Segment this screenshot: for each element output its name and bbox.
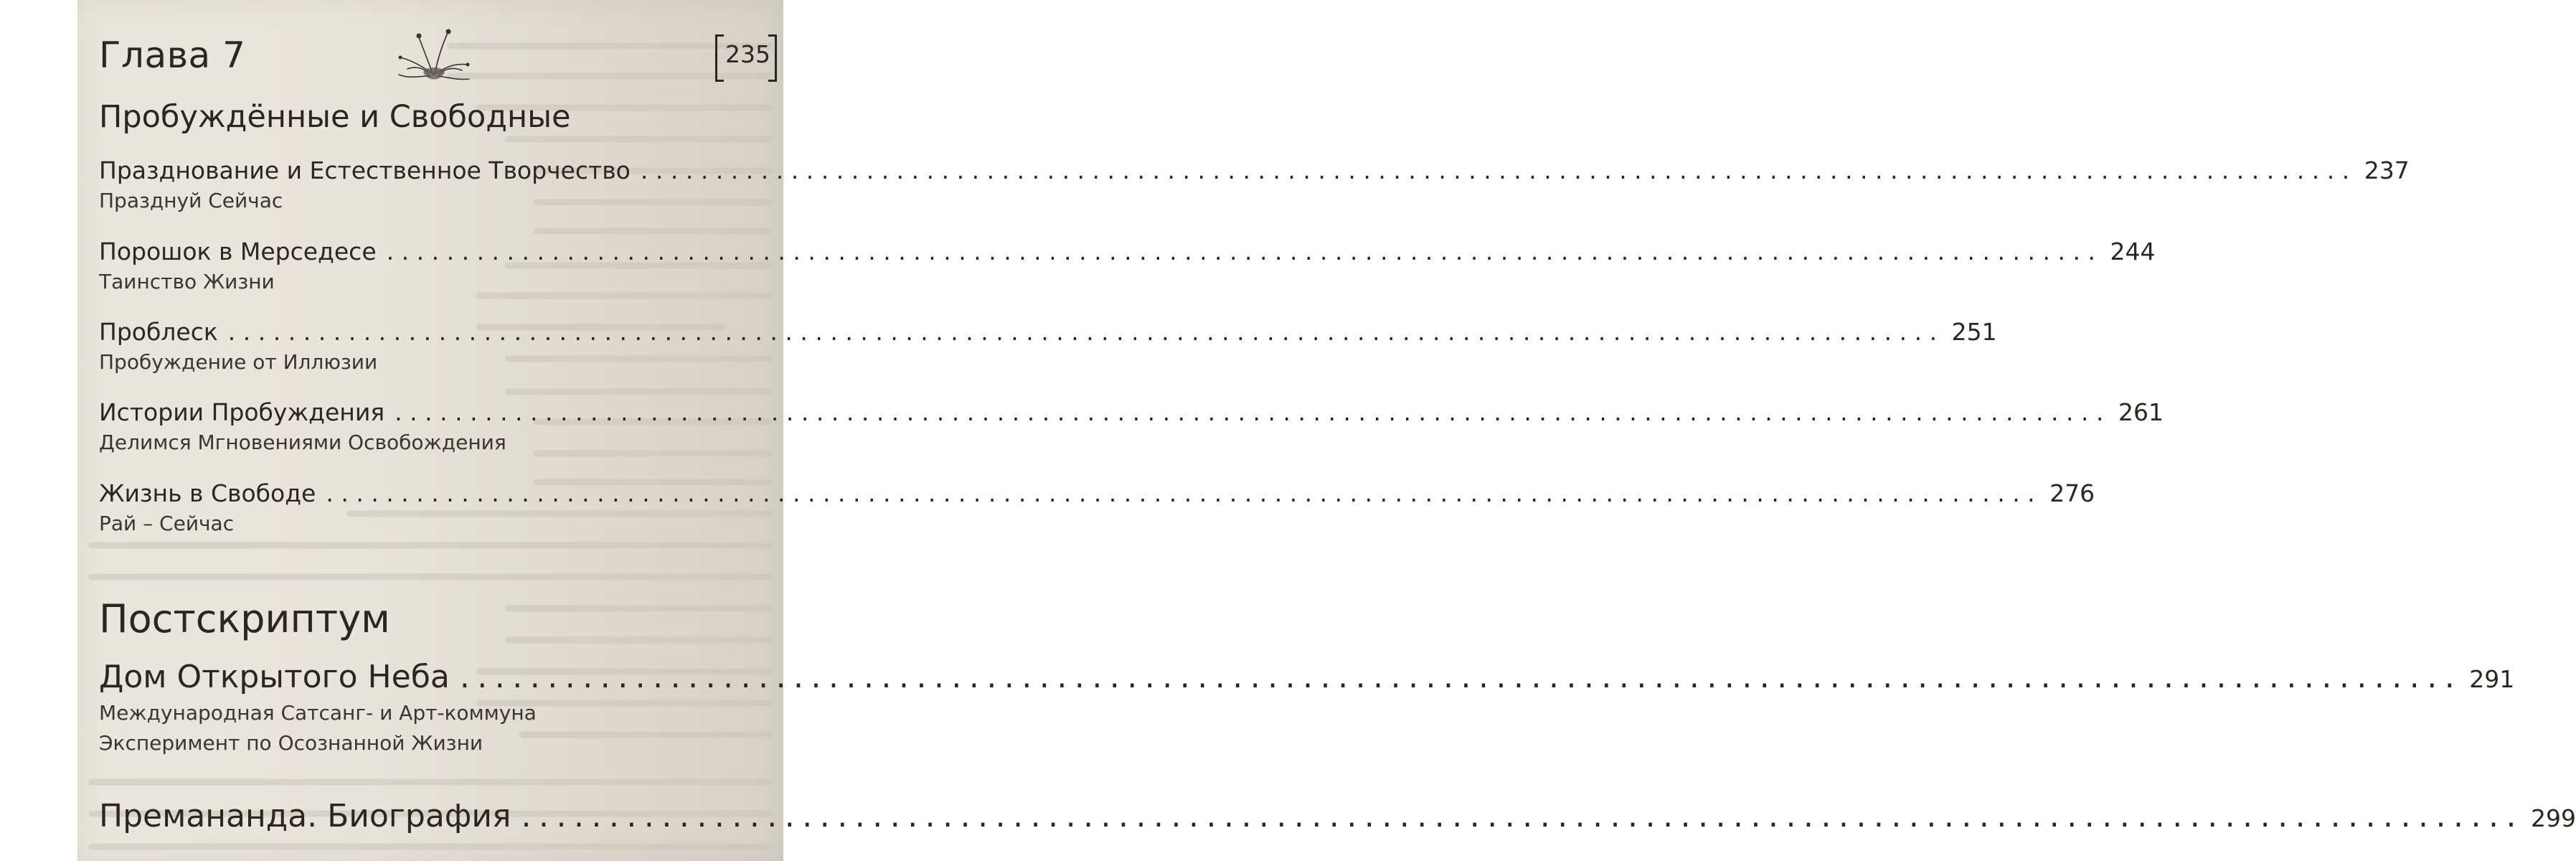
leader-dots: .................................................................................................................. [326,479,2043,507]
toc-entry [99,398,2164,456]
toc-entry-title: Дом Открытого Неба [99,659,450,695]
toc-entry-page: 261 [2118,398,2164,426]
toc-entry-subtitle: Делимся Мгновениями Освобождения [99,430,506,454]
page-number: 235 [725,40,770,68]
toc-entry-page: 244 [2110,237,2156,265]
toc-entry [99,156,2410,215]
page-number-box [715,34,780,79]
leader-dots: .................................................................................................................. [386,237,2103,265]
toc-entry-title: Проблеск [99,318,218,346]
toc-entry-page: 299 [2530,804,2576,832]
section-heading: Постскриптум [99,596,390,641]
toc-entry-subtitle: Рай – Сейчас [99,512,235,535]
chapter-subtitle: Пробуждённые и Свободные [99,99,571,135]
toc-entry-subtitle: Международная Сатсанг- и Арт-коммуна [99,701,537,725]
toc-entry-title: Празднование и Естественное Творчество [99,156,631,184]
leader-dots: .................................................................................................................. [640,156,2357,184]
toc-entry-title: Премананда. Биография [99,798,511,834]
lotus-flower-icon [393,24,473,86]
leader-dots: .................................................................................................................. [227,318,1945,346]
toc-entry-subtitle: Празднуй Сейчас [99,189,283,212]
toc-entry [99,479,2095,537]
toc-entry [99,798,2576,837]
toc-entry-title: Порошок в Мерседесе [99,237,377,265]
leader-dots: .................................................................................................................. [521,798,2524,834]
bracket-left [715,34,724,82]
bracket-right [768,34,777,82]
toc-entry-subtitle: Пробуждение от Иллюзии [99,350,378,374]
leader-dots: .................................................................................................................. [395,398,2111,426]
leader-dots: .................................................................................................................. [459,659,2463,695]
toc-entry-title: Жизнь в Свободе [99,479,316,507]
chapter-title: Глава 7 [99,34,246,76]
toc-entry-title: Истории Пробуждения [99,398,385,426]
toc-entry [99,659,2515,758]
toc-entry-page: 251 [1951,318,1997,346]
toc-entry-page: 237 [2364,156,2410,184]
toc-entry [99,237,2156,296]
toc-entry-subtitle: Эксперимент по Осознанной Жизни [99,731,483,755]
toc-entry-subtitle: Таинство Жизни [99,270,275,293]
book-page [77,0,2576,861]
toc-entry [99,318,1997,376]
toc-entry-page: 291 [2469,665,2515,693]
toc-entry-page: 276 [2049,479,2095,507]
